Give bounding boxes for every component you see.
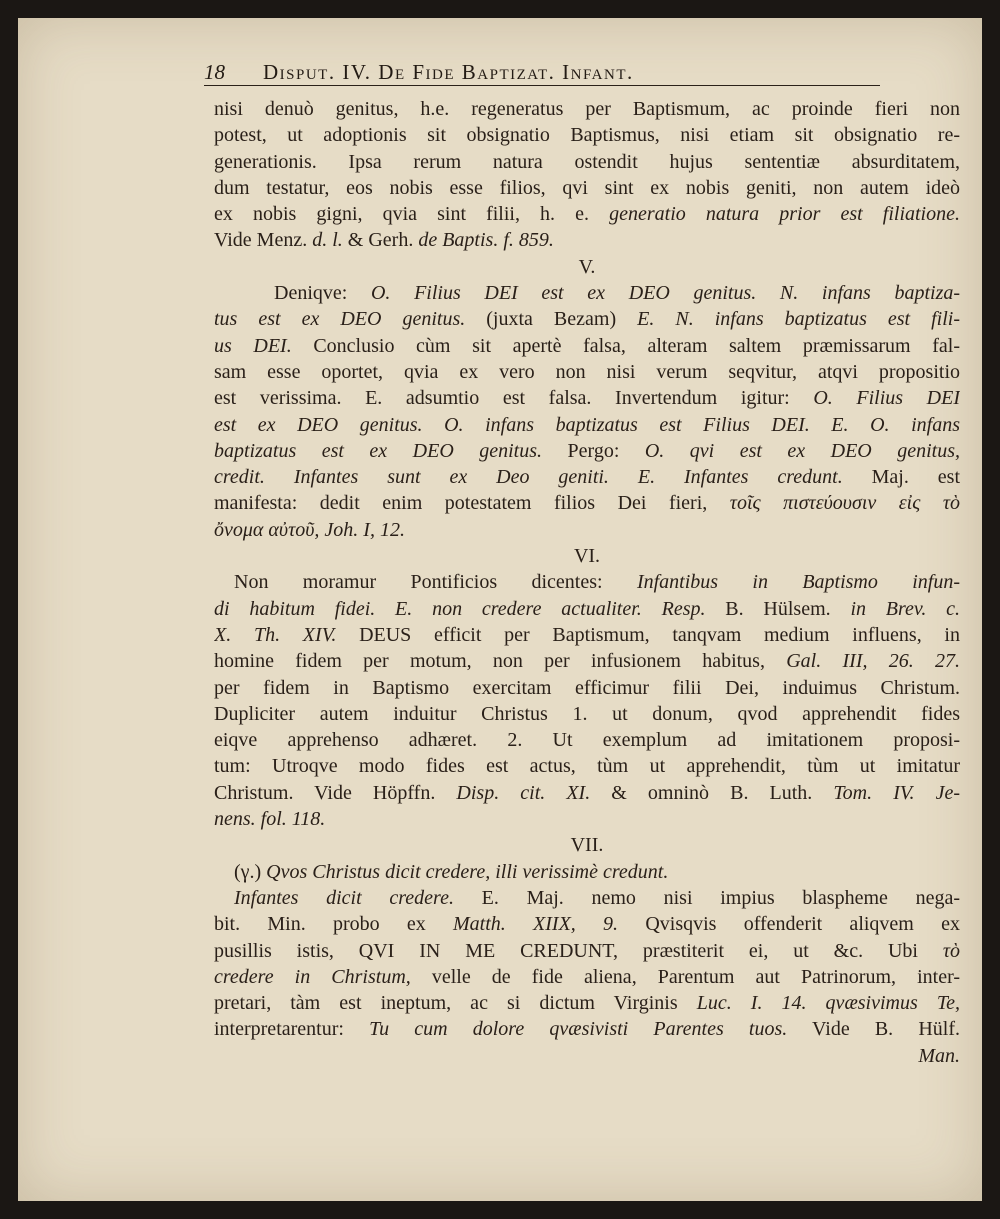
text-segment: Maj. est (842, 466, 960, 489)
text-segment: Conclusio cùm sit apertè falsa, alteram saltem præmissarum fal- (291, 334, 960, 357)
text-line (214, 464, 960, 490)
text-line (214, 517, 960, 543)
text-line (214, 938, 960, 964)
text-segment: generationis. Ipsa rerum natura ostendit hujus sententiæ absurditatem, (214, 150, 960, 173)
italic-segment: Luc. I. 14. qvæsivimus Te, (696, 992, 960, 1015)
text-segment: nisi denuò genitus, h.e. regeneratus per Baptismum, ac proinde fieri non (214, 98, 960, 120)
text-line (214, 306, 960, 332)
italic-segment: X. Th. XIV. (214, 623, 337, 646)
text-segment: (γ.) (234, 860, 267, 883)
text-line (214, 596, 960, 622)
italic-segment: τὸ (942, 939, 960, 962)
text-segment: bit. Min. probo ex (214, 913, 454, 936)
italic-segment: O. Filius DEI (813, 387, 960, 410)
text-line (214, 885, 960, 911)
text-segment: DEUS efficit per Baptismum, tanqvam medium influens, in (336, 623, 960, 646)
text-line (214, 175, 960, 201)
text-segment: pusillis istis, QVI IN ME CREDUNT, præstiterit ei, ut &c. Ubi (214, 939, 943, 962)
italic-segment: Qvos Christus dicit credere, illi verissimè credunt. (266, 860, 669, 883)
italic-segment: Tu cum dolore qvæsivisti Parentes tuos. (369, 1018, 788, 1041)
text-segment: Dupliciter autem induitur Christus 1. ut donum, qvod apprehendit fides (214, 702, 960, 725)
text-line (214, 701, 960, 727)
text-line (214, 911, 960, 937)
text-segment: pretari, tàm est ineptum, ac si dictum Virginis (214, 992, 697, 1015)
text-line (214, 859, 960, 885)
text-segment: potest, ut adoptionis sit obsignatio Baptismus, nisi etiam sit obsignatio re- (214, 124, 960, 147)
text-segment: V. (578, 255, 596, 278)
italic-segment: Matth. XIIX, 9. (453, 913, 619, 936)
text-line (214, 333, 960, 359)
italic-segment: Gal. III, 26. 27. (786, 650, 960, 673)
italic-segment: est ex DEO genitus. O. infans baptizatus est Filius DEI. E. O. infans (214, 413, 960, 436)
italic-segment: Infantes dicit credere. (234, 886, 454, 909)
text-line (214, 359, 960, 385)
text-line (214, 832, 960, 858)
text-segment: Vide Menz. (214, 229, 313, 252)
text-line (214, 569, 960, 595)
italic-segment: τοῖς πιστεύουσιν εἰς τὸ (729, 492, 960, 515)
text-line (214, 780, 960, 806)
body-text (214, 96, 960, 1069)
text-line (214, 543, 960, 569)
running-header (204, 60, 880, 86)
italic-segment: in Brev. c. (850, 597, 960, 620)
page-number: 18 (204, 60, 225, 84)
text-segment: Vide B. Hülf. (787, 1018, 960, 1041)
text-line (214, 675, 960, 701)
text-segment (756, 282, 780, 304)
text-line (214, 1043, 960, 1069)
text-segment: ex nobis gigni, qvia sint filii, h. e. (214, 203, 610, 226)
text-line (214, 990, 960, 1016)
italic-segment: Infantibus in Baptismo infun- (636, 571, 960, 594)
text-segment: per fidem in Baptismo exercitam efficimur filii Dei, induimus Christum. (214, 676, 960, 699)
book-page (18, 18, 982, 1201)
text-segment: homine fidem per motum, non per infusionem habitus, (214, 650, 787, 673)
text-line (214, 753, 960, 779)
text-segment: tum: Utroqve modo fides est actus, tùm ut apprehendit, tùm ut imitatur (214, 755, 960, 778)
text-segment: eiqve apprehenso adhæret. 2. Ut exemplum ad imitationem proposi- (214, 729, 960, 752)
text-segment: & Gerh. (342, 229, 419, 252)
text-segment: B. Hülsem. (705, 597, 851, 620)
text-line (214, 149, 960, 175)
text-line (214, 122, 960, 148)
text-segment: Pergo: (542, 439, 645, 462)
text-segment: manifesta: dedit enim potestatem filios Dei fieri, (214, 492, 730, 515)
italic-segment: baptizatus est ex DEO genitus. (214, 439, 543, 462)
running-title: Disput. IV. De Fide Baptizat. Infant. (263, 60, 634, 84)
text-line (214, 727, 960, 753)
text-segment: VII. (570, 834, 604, 857)
italic-segment: tus est ex DEO genitus. (214, 308, 466, 331)
text-line (214, 1016, 960, 1042)
text-line (214, 438, 960, 464)
text-line (214, 201, 960, 227)
italic-segment: N. infans baptiza- (779, 282, 960, 305)
italic-segment: Man. (918, 1044, 960, 1067)
text-segment: sam esse oportet, qvia ex vero non nisi verum seqvitur, atqvi propositio (214, 360, 960, 383)
text-line (214, 648, 960, 674)
italic-segment: Tom. IV. Je- (833, 781, 960, 804)
text-segment: VI. (573, 545, 601, 568)
text-segment: E. Maj. nemo nisi impius blaspheme nega- (453, 886, 960, 909)
text-line (214, 806, 960, 832)
text-line (214, 254, 960, 280)
italic-segment: ὄνομα αὐτοῦ, Joh. I, 12. (214, 518, 405, 541)
italic-segment: generatio natura prior est filiatione. (609, 203, 960, 226)
italic-segment: d. l. (312, 229, 343, 252)
italic-segment: O. qvi est ex DEO genitus, (644, 439, 960, 462)
text-segment: Deniqve: (274, 282, 371, 305)
text-segment: interpretarentur: (214, 1018, 370, 1041)
italic-segment: di habitum fidei. E. non credere actualiter. Resp. (214, 597, 706, 620)
text-segment: (juxta Bezam) (465, 308, 638, 331)
text-line (214, 622, 960, 648)
text-segment: & omninò B. Luth. (590, 781, 834, 804)
text-line (214, 385, 960, 411)
text-segment: Christum. Vide Höpffn. (214, 781, 457, 804)
text-line (214, 280, 960, 306)
text-line (214, 227, 960, 253)
text-line (214, 964, 960, 990)
text-segment: Non moramur Pontificios dicentes: (234, 571, 637, 594)
italic-segment: us DEI. (214, 334, 292, 357)
italic-segment: O. Filius DEI est ex DEO genitus. (370, 282, 757, 305)
text-line (214, 412, 960, 438)
italic-segment: de Baptis. f. 859. (418, 229, 554, 252)
italic-segment: E. N. infans baptizatus est fili- (637, 308, 960, 331)
text-segment: velle de fide aliena, Parentum aut Patrinorum, inter- (410, 965, 960, 988)
text-segment: Qvisqvis offenderit aliqvem ex (618, 913, 960, 936)
italic-segment: credere in Christum, (214, 965, 411, 988)
italic-segment: nens. fol. 118. (214, 808, 326, 831)
text-line (214, 490, 960, 516)
text-segment: dum testatur, eos nobis esse filios, qvi sint ex nobis geniti, non autem ideò (214, 176, 960, 199)
text-line (214, 96, 960, 122)
italic-segment: Disp. cit. XI. (456, 781, 591, 804)
text-segment: est verissima. E. adsumtio est falsa. Invertendum igitur: (214, 387, 814, 410)
italic-segment: credit. Infantes sunt ex Deo geniti. E. Infantes credunt. (214, 466, 843, 489)
